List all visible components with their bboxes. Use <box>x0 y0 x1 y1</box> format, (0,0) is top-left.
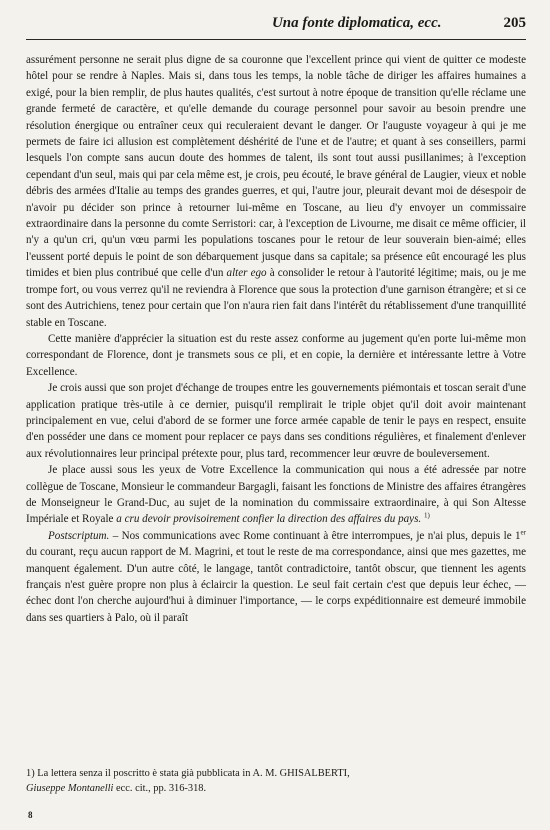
body-text <box>26 52 526 626</box>
footnote-text: La lettera senza il poscritto è stata già pubblicata in A. M. GHISALBERTI, <box>37 768 350 779</box>
italic-text: alter ego <box>226 267 267 280</box>
paragraph <box>26 462 526 528</box>
paragraph <box>26 528 526 626</box>
signature-mark: 8 <box>28 810 33 820</box>
footnote <box>26 766 526 796</box>
footnote-marker: 1) <box>26 768 35 779</box>
text-run: Cette manière d'apprécier la situation est du reste assez conforme au jugement qu'en porte lui-même mon correspondant de Florence, dont je transmets sous ce pli, et en copie, la dernière et intéressante lettre à Votre Excellence. <box>26 332 526 378</box>
running-title: Una fonte diplomatica, ecc. <box>271 15 442 31</box>
paragraph <box>26 331 526 380</box>
footnote-author: Giuseppe Montanelli <box>26 783 114 794</box>
italic-text: Postscriptum. <box>48 529 110 542</box>
superscript: er <box>520 528 526 537</box>
footnote-citation: ecc. cit., pp. 316-318. <box>113 783 207 794</box>
page <box>26 14 526 626</box>
text-run: à consolider le retour à l'autorité légitime; mais, ou je me trompe fort, ou vous verrez qu'il ne reviendra à Florence que sous la protection d'une garnison étrangère; et si ce sont des Autrichiens, tenez pour certain que l'on n'aura rien fait dans l'intérêt du rétablissement d'une tranquillité stable en Toscane. <box>26 267 526 329</box>
superscript: 1) <box>423 511 430 520</box>
paragraph <box>26 380 526 462</box>
page-number: 205 <box>503 15 526 31</box>
text-run: Je crois aussi que son projet d'échange de troupes entre les gouvernements piémontais et toscan serait d'une application pratique très-utile à ce dernier, puisqu'il remplirait le triple objet qu'il doit avoir maintenant principalement en vue, celui d'abord de se former une force armée capable de tenir le pays en respect, ensuite d'en posséder une dans ce moment pour replacer ce pays dans ses conditions régulières, et finalement d'enlever aux révolutionnaires leur principal prétexte pour, plus tard, recommencer leur œuvre de bouleversement. <box>26 382 526 460</box>
paragraph <box>26 52 526 331</box>
text-run: du courant, reçu aucun rapport de M. Magrini, et tout le reste de ma correspondance, ainsi que mes gazettes, me manquent également. D'un autre côté, le langage, tantôt contradictoire, tantôt obscur, que tiennent les agents français n'est guère propre non plus à éclaircir la question. Le seul fait certain c'est que depuis leur échec, — échec dont l'on cherche aujourd'hui à diminuer l'importance, — le corps expéditionnaire est demeuré immobile dans ses quartiers à Palo, où il paraît <box>26 546 526 624</box>
running-header <box>26 14 526 40</box>
italic-text: a cru devoir provisoirement confier la direction des affaires du pays. <box>116 513 422 526</box>
text-run: Je place aussi sous les yeux de Votre Excellence la communication qui nous a été adressée par notre collègue de Toscane, Monsieur le commandeur Bargagli, faisant les fonctions de Ministre des affaires étrangères de Monseigneur le Grand-Duc, au sujet de la nomination du commissaire extraordinaire, à qui Son Altesse Impériale et Royale <box>26 464 526 526</box>
text-run: – Nos communications avec Rome continuant à être interrompues, je n'ai plus, depuis le 1 <box>109 529 521 542</box>
text-run: assurément personne ne serait plus digne de sa couronne que l'excellent prince qui vient de quitter ce modeste hôtel pour se rendre à Naples. Mais si, dans tous les temps, la noble tâche de diriger les affaires humaines a exigé, pour la bien remplir, de plus hautes qualités, c'est surtout à notre époque de transition qu'elle réclame une grande fermeté de caractère, et qu'elle demande du courage personnel pour savoir au besoin prendre une résolution énergique ou entraîner ceux qui reculeraient devant le danger. Or l'auguste voyageur à qui je me permets de faire ici allusion est complètement déshérité de l'une et de l'autre; et quant à ses conseillers, parmi lesquels l'on compte sans aucun doute des hommes de talent, ils sont tout aussi pusillanimes; à l'exception cependant d'un seul, mais qui par cela même est, je crois, peu écouté, le brave général de Laugier, vieux et noble débris des armées d'Italie au temps des grandes guerres, et qui, l'autre jour, pleurait devant moi de désespoir de n'avoir pu décider son prince à retourner lui-même en Toscane, au lieu d'y envoyer un commissaire extraordinaire dans la personne du comte Serristori: car, à l'exception de Livourne, me disait ce même officier, il n'y a qu'un cri, qu'un vœu parmi les populations toscanes pour le retour de leur souverain bien-aimé; elles l'eussent porté depuis le point de son débarquement jusque dans sa capitale; sa présence eût encouragé les plus timides et bien plus contribué que celle d'un <box>26 54 526 280</box>
